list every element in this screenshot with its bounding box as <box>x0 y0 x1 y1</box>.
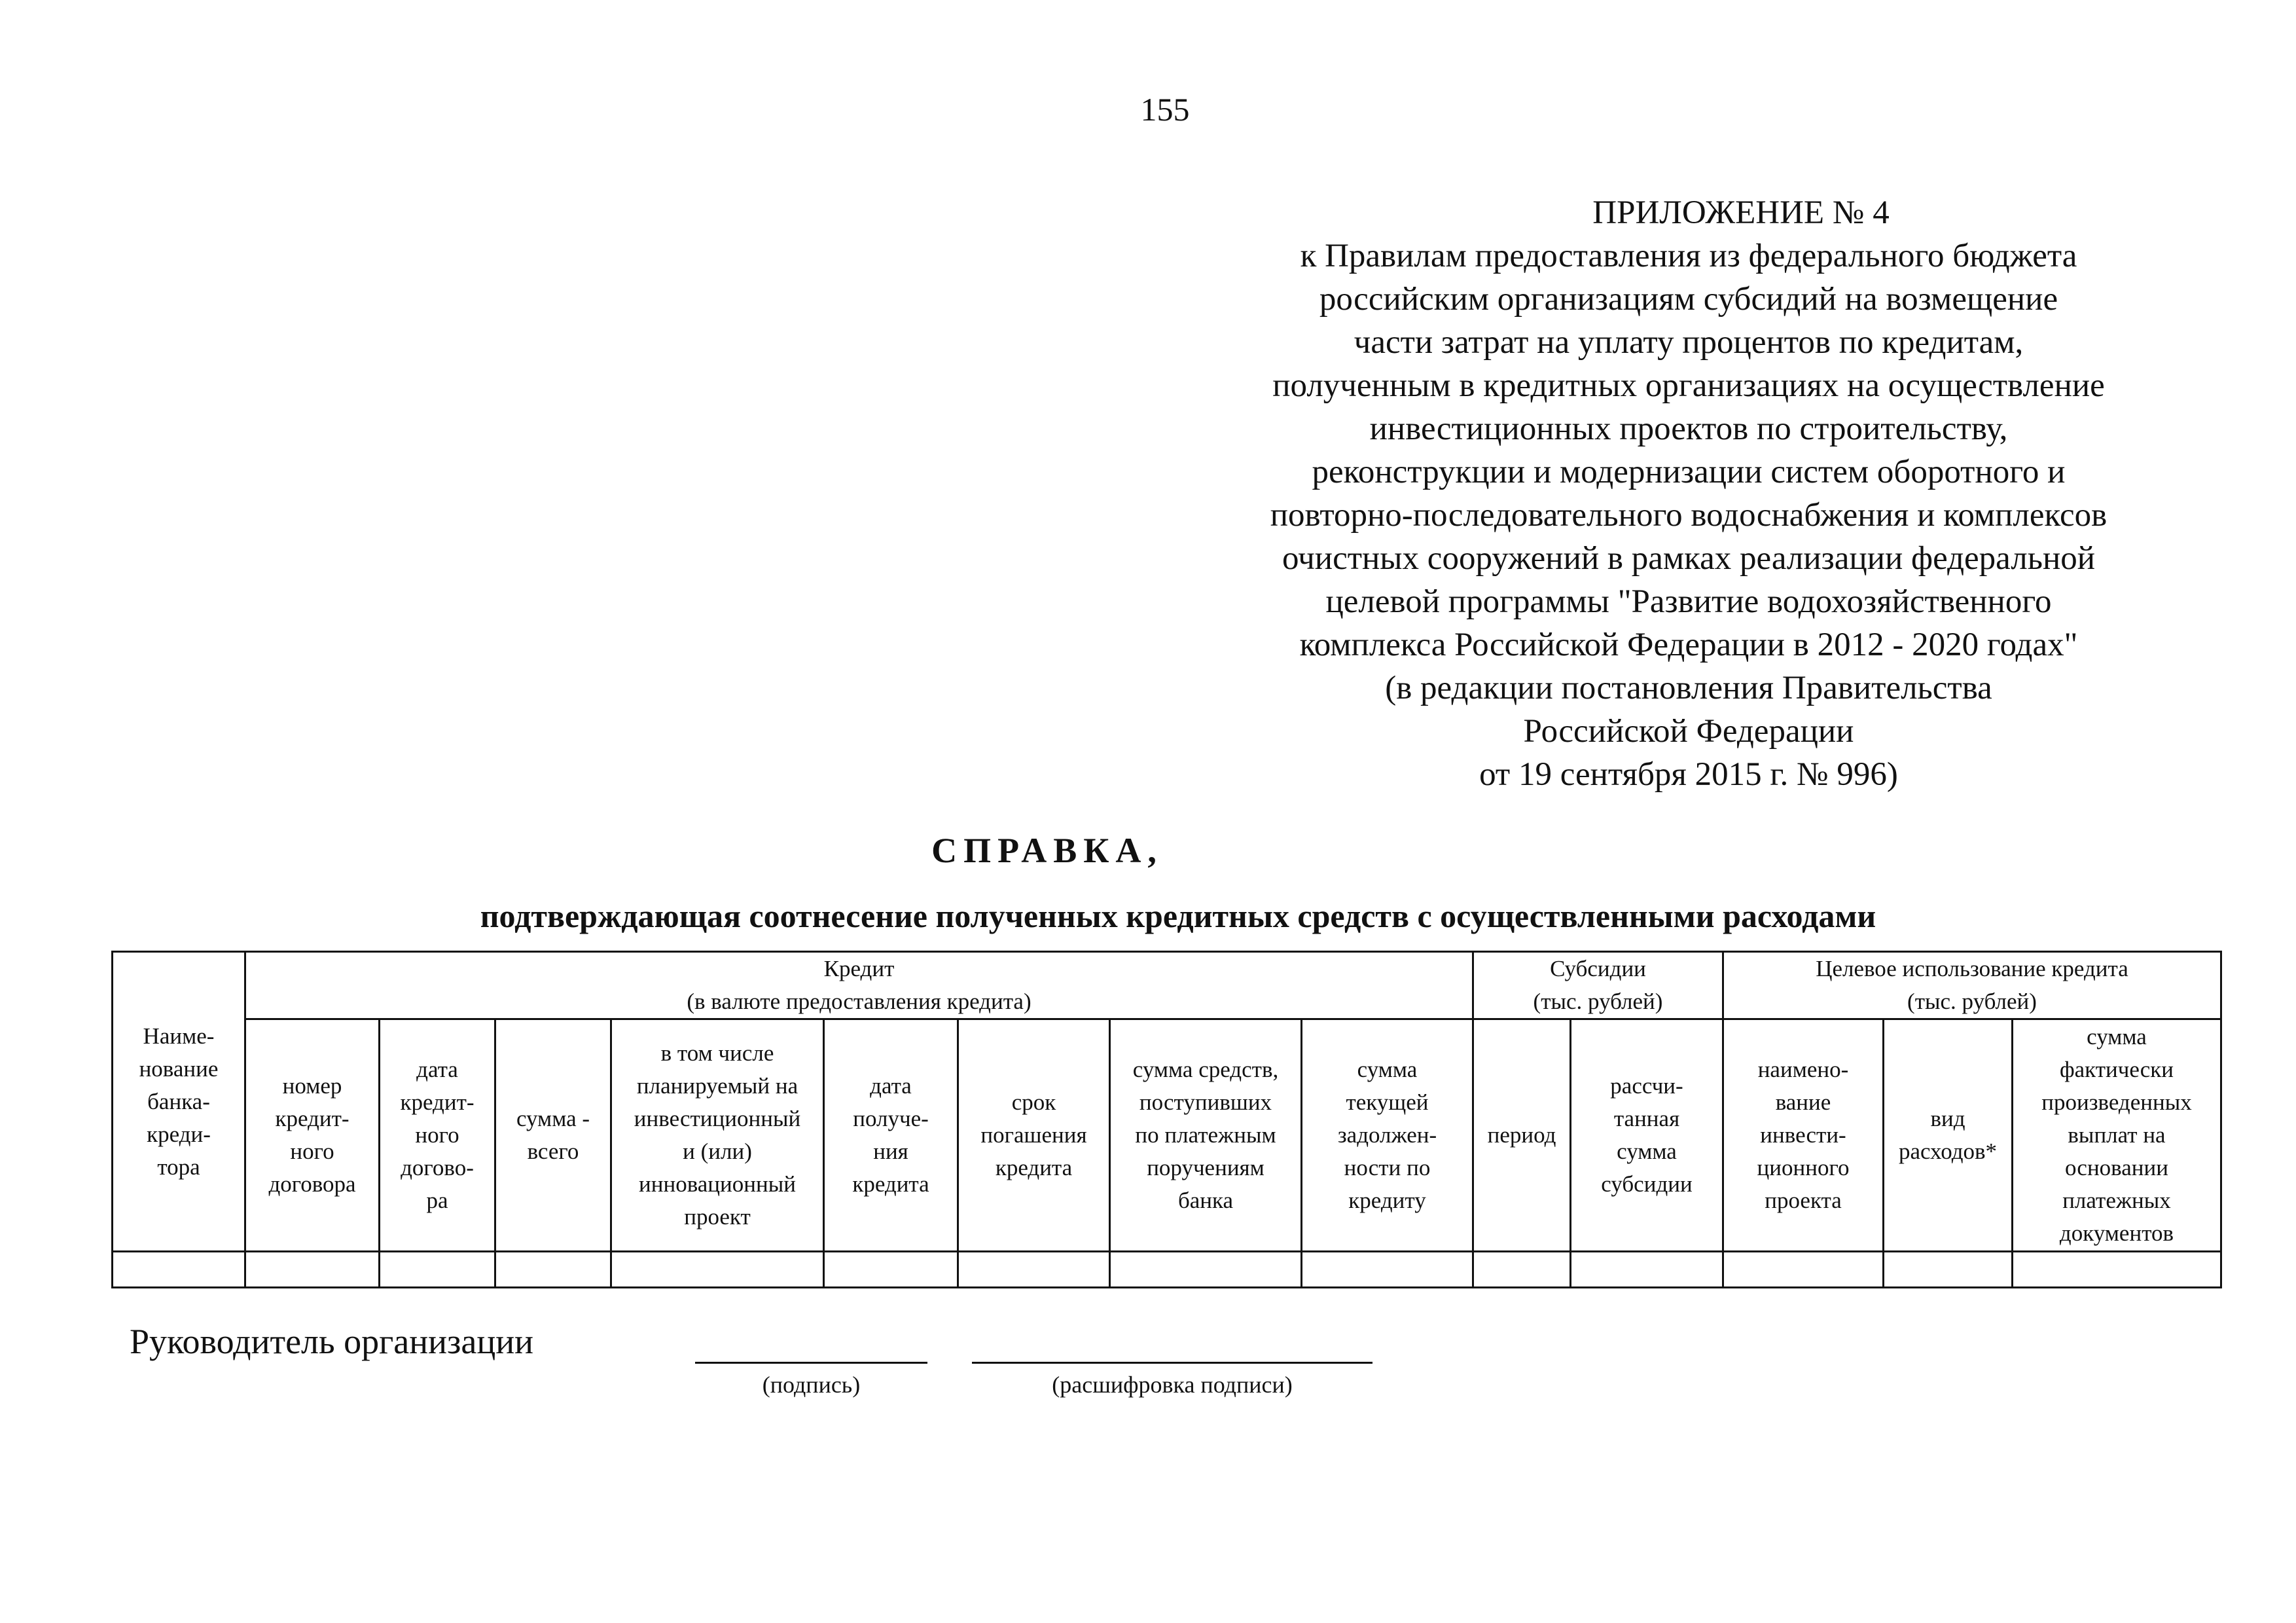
header-project-name: наимено- вание инвести- ционного проекта <box>1723 1019 1884 1252</box>
appendix-line: повторно-последовательного водоснабжения и комплексов <box>1270 497 2108 534</box>
table-cell <box>495 1252 611 1288</box>
head-of-organization-label: Руководитель организации <box>130 1322 534 1361</box>
header-bank-creditor: Наиме- нование банка- креди- тора <box>113 952 245 1252</box>
appendix-title: ПРИЛОЖЕНИЕ № 4 <box>1592 194 1890 231</box>
table-cell <box>2013 1252 2221 1288</box>
appendix-line: от 19 сентября 2015 г. № 996) <box>1479 756 1898 793</box>
header-contract-number: номер кредит- ного договора <box>245 1019 380 1252</box>
header-received-funds: сумма средств, поступивших по платежным поручениям банка <box>1110 1019 1302 1252</box>
table-cell <box>1302 1252 1473 1288</box>
table-cell <box>113 1252 245 1288</box>
table-cell <box>1110 1252 1302 1288</box>
page-number: 155 <box>1140 91 1190 128</box>
header-actual-payments: сумма фактически произведенных выплат на основании платежных документов <box>2013 1019 2221 1252</box>
header-receipt-date: дата получе- ния кредита <box>824 1019 958 1252</box>
document-subtitle: подтверждающая соотнесение полученных кредитных средств с осуществленными расходами <box>480 898 1876 934</box>
appendix-line: очистных сооружений в рамках реализации федеральной <box>1282 540 2096 577</box>
header-total-sum: сумма - всего <box>495 1019 611 1252</box>
appendix-line: российским организациям субсидий на возмещение <box>1319 281 2058 318</box>
appendix-header <box>1204 191 2173 796</box>
table-cell <box>958 1252 1110 1288</box>
signature-caption: (подпись) <box>762 1372 861 1398</box>
header-group-subsidies: Субсидии (тыс. рублей) <box>1473 952 1723 1019</box>
appendix-line: целевой программы "Развитие водохозяйственного <box>1325 583 2052 620</box>
header-group-credit: Кредит (в валюте предоставления кредита) <box>245 952 1473 1019</box>
header-period: период <box>1473 1019 1571 1252</box>
credit-report-table <box>111 951 2222 1288</box>
table-cell <box>245 1252 380 1288</box>
header-expense-type: вид расходов* <box>1884 1019 2013 1252</box>
header-contract-date: дата кредит- ного догово- ра <box>380 1019 495 1252</box>
signature-line <box>695 1362 927 1364</box>
table-cell <box>824 1252 958 1288</box>
appendix-line: комплекса Российской Федерации в 2012 - 2020 годах" <box>1299 627 2078 663</box>
appendix-line: полученным в кредитных организациях на осуществление <box>1272 367 2105 404</box>
appendix-line: Российской Федерации <box>1523 713 1854 750</box>
header-group-target-use: Целевое использование кредита (тыс. рублей) <box>1723 952 2221 1019</box>
appendix-line: к Правилам предоставления из федерального бюджета <box>1300 238 2077 274</box>
table-cell <box>1473 1252 1571 1288</box>
signature-decoding-caption: (расшифровка подписи) <box>1052 1372 1293 1398</box>
appendix-line: части затрат на уплату процентов по кредитам, <box>1354 324 2024 361</box>
header-calculated-subsidy: рассчи- танная сумма субсидии <box>1571 1019 1723 1252</box>
header-incl-planned: в том числе планируемый на инвестиционный и (или) инновационный проект <box>611 1019 824 1252</box>
table-cell <box>1571 1252 1723 1288</box>
appendix-line: реконструкции и модернизации систем оборотного и <box>1312 454 2066 490</box>
table-cell <box>1723 1252 1884 1288</box>
document-title: СПРАВКА, <box>931 831 1163 870</box>
table-row <box>113 1252 2221 1288</box>
header-repayment-term: срок погашения кредита <box>958 1019 1110 1252</box>
table-cell <box>1884 1252 2013 1288</box>
appendix-line: инвестиционных проектов по строительству, <box>1369 410 2008 447</box>
table-cell <box>380 1252 495 1288</box>
header-current-debt: сумма текущей задолжен- ности по кредиту <box>1302 1019 1473 1252</box>
table-cell <box>611 1252 824 1288</box>
signature-decoding-line <box>972 1362 1372 1364</box>
appendix-line: (в редакции постановления Правительства <box>1385 670 1992 706</box>
